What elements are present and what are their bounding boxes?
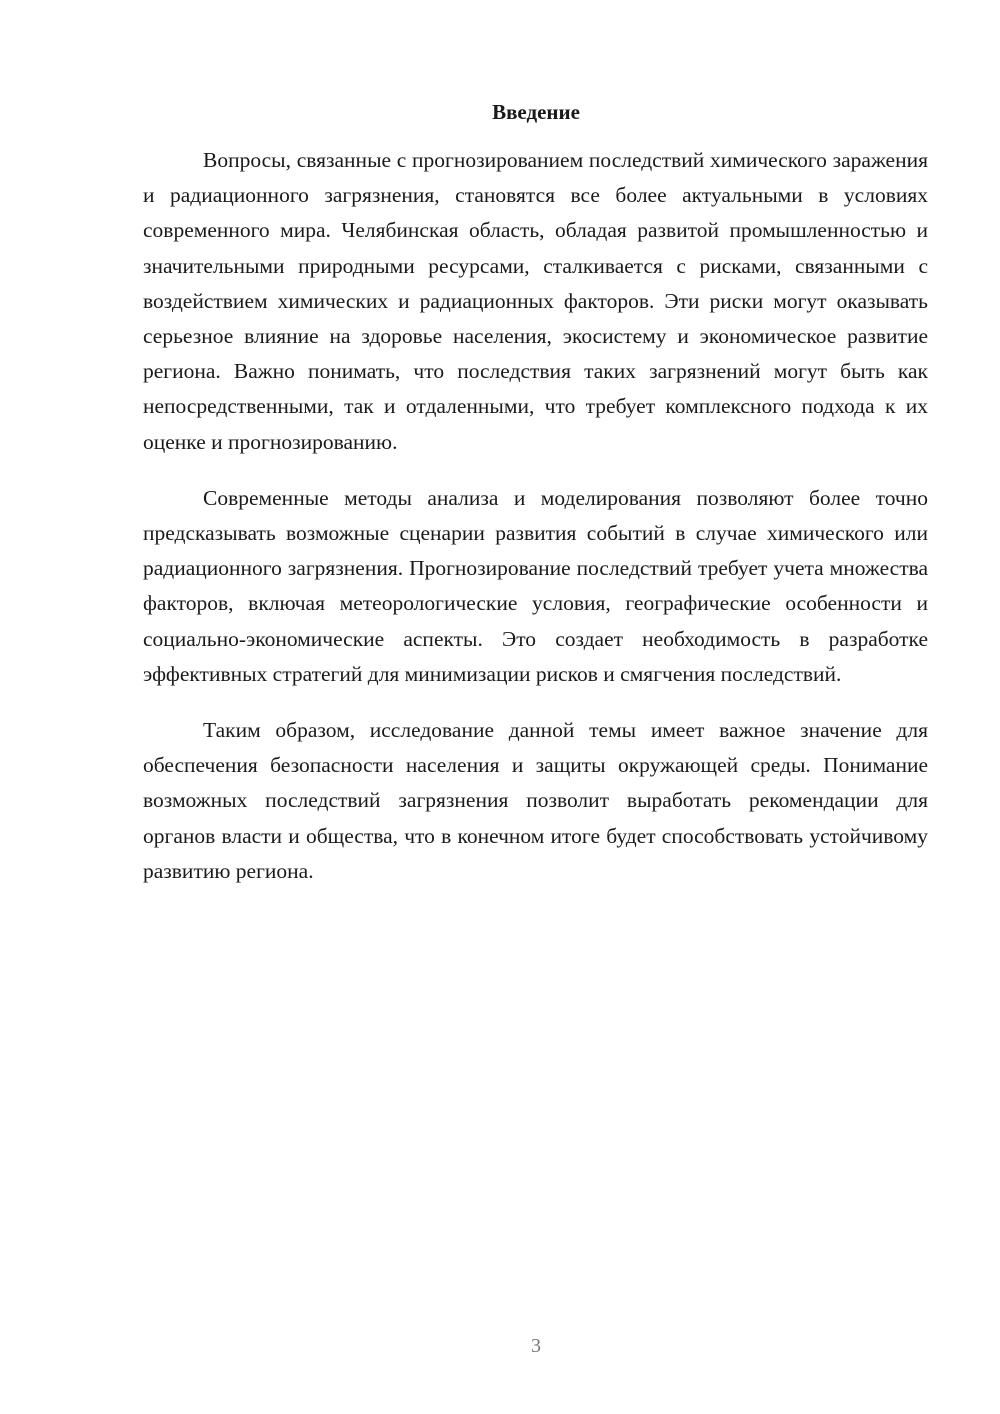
page-number: 3	[531, 1335, 541, 1357]
section-heading: Введение	[492, 100, 580, 124]
paragraph-3: Таким образом, исследование данной темы имеет важное значение для обеспечения безопасности населения и защиты окружающей среды. Понимание возможных последствий загрязнения позволит выработать рекомендации для органов власти и общества, что в конечном итоге будет способствовать устойчивому развитию региона.	[143, 718, 928, 883]
paragraph-1: Вопросы, связанные с прогнозированием последствий химического заражения и радиационного загрязнения, становятся все более актуальными в условиях современного мира. Челябинская область, обладая развитой промышленностью и значительными природными ресурсами, сталкивается с рисками, связанными с воздействием химических и радиационных факторов. Эти риски могут оказывать серьезное влияние на здоровье населения, экосистему и экономическое развитие региона. Важно понимать, что последствия таких загрязнений могут быть как непосредственными, так и отдаленными, что требует комплексного подхода к их оценке и прогнозированию.	[143, 148, 928, 454]
paragraph-2: Современные методы анализа и моделирования позволяют более точно предсказывать возможные сценарии развития событий в случае химического или радиационного загрязнения. Прогнозирование последствий требует учета множества факторов, включая метеорологические условия, географические особенности и социально-экономические аспекты. Это создает необходимость в разработке эффективных стратегий для минимизации рисков и смягчения последствий.	[143, 485, 928, 686]
document-body	[143, 143, 928, 910]
